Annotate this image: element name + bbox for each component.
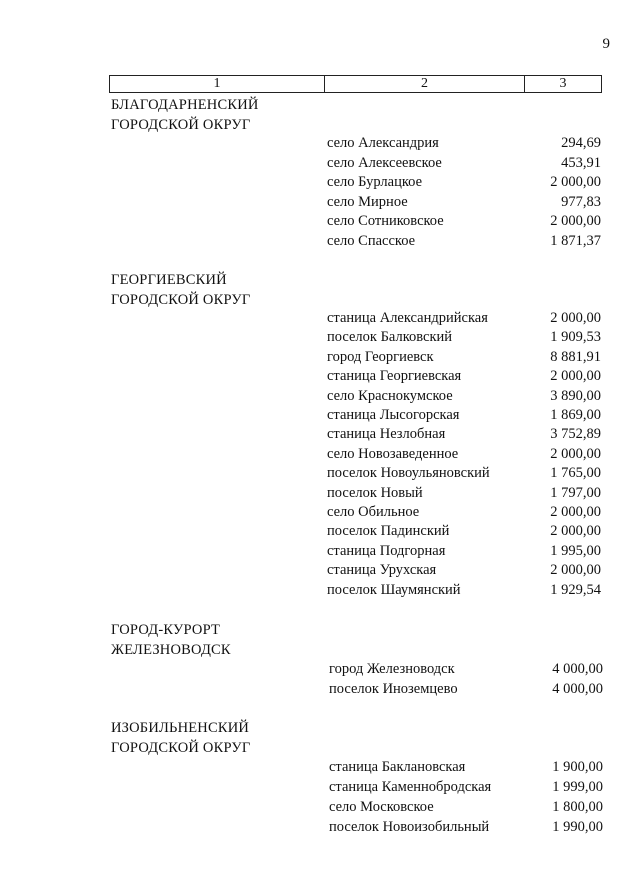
settlement-name: станица Баклановская (329, 759, 466, 775)
amount-value: 2 000,00 (550, 562, 601, 579)
table-row (329, 680, 603, 699)
amount-value: 1 909,53 (550, 329, 601, 346)
settlement-name: город Железноводск (329, 661, 455, 677)
column-header-table (109, 75, 602, 93)
district-title (111, 95, 259, 135)
settlement-name: станица Урухская (327, 562, 437, 579)
amount-value: 1 871,37 (550, 233, 601, 249)
table-row (327, 232, 601, 251)
amount-value: 2 000,00 (550, 310, 601, 326)
amount-value: 1 929,54 (550, 581, 601, 598)
settlement-name: поселок Шаумянский (327, 581, 461, 598)
district-title-line1: ГОРОД-КУРОРТ (111, 622, 221, 638)
table-row (329, 818, 603, 837)
table-row (327, 328, 601, 347)
settlement-name: станица Незлобная (327, 426, 446, 443)
district-title-line2: ГОРОДСКОЙ ОКРУГ (111, 292, 251, 308)
district-title (111, 620, 231, 660)
table-row (327, 425, 601, 444)
settlement-name: станица Георгиевская (327, 368, 462, 385)
settlement-name: станица Каменнобродская (329, 779, 492, 795)
column-header-2: 2 (325, 76, 525, 92)
amount-value: 1 900,00 (552, 759, 603, 775)
settlement-name: село Мирное (327, 193, 408, 210)
amount-value: 1 995,00 (550, 542, 601, 559)
amount-value: 1 797,00 (550, 484, 601, 501)
settlement-name: станица Лысогорская (327, 407, 460, 423)
settlement-name: станица Александрийская (327, 310, 488, 326)
table-row (327, 193, 601, 212)
amount-value: 294,69 (561, 135, 601, 151)
amount-value: 3 752,89 (550, 426, 601, 443)
amount-value: 1 765,00 (550, 465, 601, 482)
amount-value: 2 000,00 (550, 368, 601, 385)
table-row (327, 387, 601, 406)
table-row (327, 542, 601, 561)
settlement-name: село Спасское (327, 233, 416, 249)
amount-value: 2 000,00 (550, 445, 601, 462)
settlement-name: поселок Падинский (327, 523, 450, 540)
amount-value: 4 000,00 (552, 661, 603, 677)
settlement-name: село Алексеевское (327, 154, 442, 171)
table-row (327, 154, 601, 173)
district-title-line2: ЖЕЛЕЗНОВОДСК (111, 642, 231, 658)
table-row (329, 798, 603, 817)
settlement-name: поселок Новый (327, 484, 423, 501)
settlement-name: станица Подгорная (327, 542, 446, 559)
district-title (111, 270, 250, 310)
amount-value: 2 000,00 (550, 523, 601, 540)
settlement-name: село Бурлацкое (327, 174, 423, 191)
table-row (327, 522, 601, 541)
district-title (111, 718, 250, 758)
table-row (327, 173, 601, 192)
amount-value: 8 881,91 (550, 348, 601, 365)
table-row (329, 758, 603, 777)
district-title-line1: ГЕОРГИЕВСКИЙ (111, 272, 227, 288)
table-row (329, 660, 603, 679)
page-number: 9 (602, 36, 610, 52)
settlement-name: поселок Балковский (327, 329, 453, 346)
settlement-name: поселок Новоизобильный (329, 819, 490, 835)
district-title-line2: ГОРОДСКОЙ ОКРУГ (111, 740, 251, 756)
settlement-name: поселок Новоульяновский (327, 465, 490, 482)
amount-value: 1 999,00 (552, 779, 603, 795)
amount-value: 977,83 (561, 193, 601, 210)
settlement-name: село Краснокумское (327, 387, 453, 404)
amount-value: 3 890,00 (550, 387, 601, 404)
table-row (327, 484, 601, 503)
settlement-name: поселок Иноземцево (329, 681, 458, 697)
settlement-name: город Георгиевск (327, 348, 434, 365)
amount-value: 2 000,00 (550, 213, 601, 230)
settlement-name: село Сотниковское (327, 213, 444, 230)
column-header-1: 1 (110, 76, 325, 92)
district-title-line1: ИЗОБИЛЬНЕНСКИЙ (111, 720, 250, 736)
table-row (327, 367, 601, 386)
amount-value: 2 000,00 (550, 174, 601, 191)
amount-value: 1 869,00 (550, 407, 601, 423)
table-row (327, 445, 601, 464)
table-row (327, 309, 601, 328)
settlement-name: село Александрия (327, 135, 439, 151)
settlement-name: село Московское (329, 799, 434, 815)
table-row (327, 134, 601, 153)
table-row (327, 406, 601, 425)
settlement-name: село Обильное (327, 504, 420, 520)
amount-value: 2 000,00 (550, 504, 601, 520)
table-row (327, 503, 601, 522)
amount-value: 1 990,00 (552, 819, 603, 835)
amount-value: 4 000,00 (552, 681, 603, 697)
table-row (329, 778, 603, 797)
table-row (327, 581, 601, 600)
district-title-line2: ГОРОДСКОЙ ОКРУГ (111, 117, 251, 133)
column-header-3: 3 (559, 76, 567, 91)
settlement-name: село Новозаведенное (327, 445, 459, 462)
amount-value: 453,91 (561, 154, 601, 171)
table-row (327, 561, 601, 580)
amount-value: 1 800,00 (552, 799, 603, 815)
table-row (327, 212, 601, 231)
table-row (327, 348, 601, 367)
district-title-line1: БЛАГОДАРНЕНСКИЙ (111, 97, 259, 113)
table-row (327, 464, 601, 483)
